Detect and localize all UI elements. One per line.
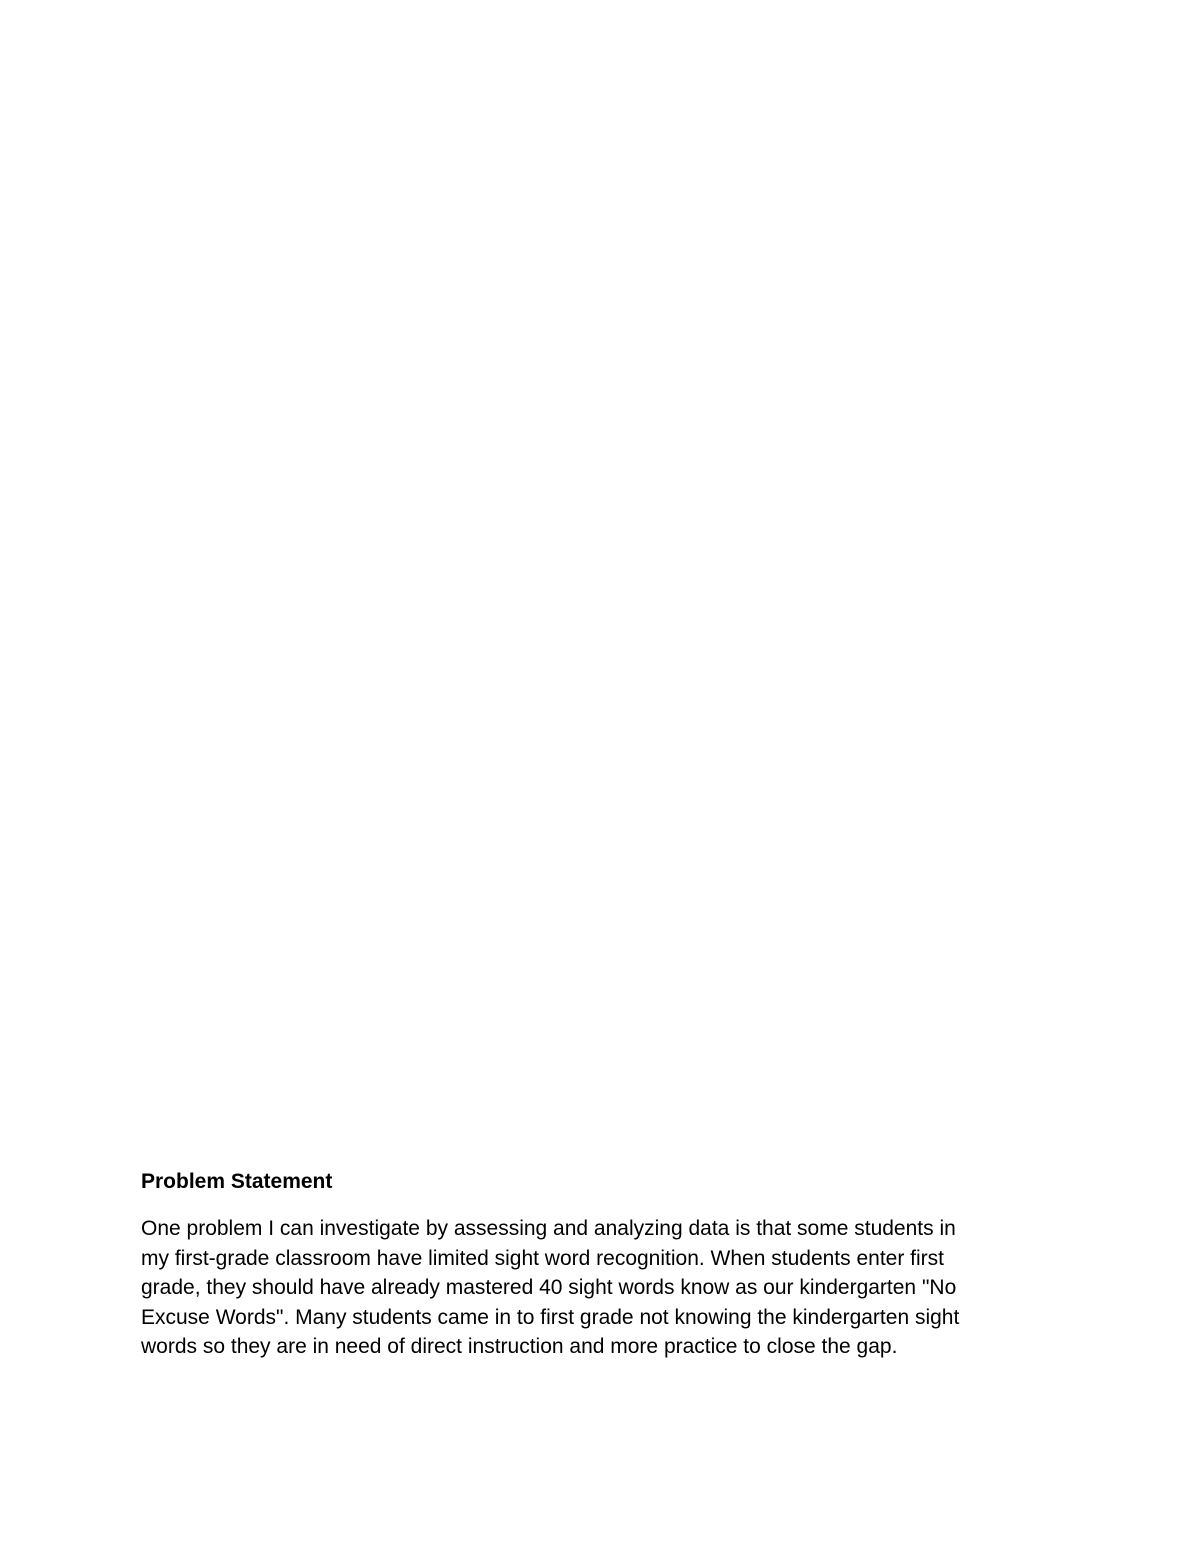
paragraph-line: grade, they should have already mastered 40 sight words know as our kindergarten "No xyxy=(141,1276,957,1299)
paragraph-line: Excuse Words". Many students came in to first grade not knowing the kindergarten sight xyxy=(141,1305,960,1329)
paragraph-line: One problem I can investigate by assessing and analyzing data is that some students in xyxy=(141,1217,956,1240)
problem-statement-section xyxy=(141,1168,1071,1362)
section-heading: Problem Statement xyxy=(141,1170,333,1193)
paragraph-line: my first-grade classroom have limited sight word recognition. When students enter first xyxy=(141,1246,944,1270)
paragraph xyxy=(141,1214,1071,1362)
paragraph-line: words so they are in need of direct instruction and more practice to close the gap. xyxy=(141,1335,898,1358)
